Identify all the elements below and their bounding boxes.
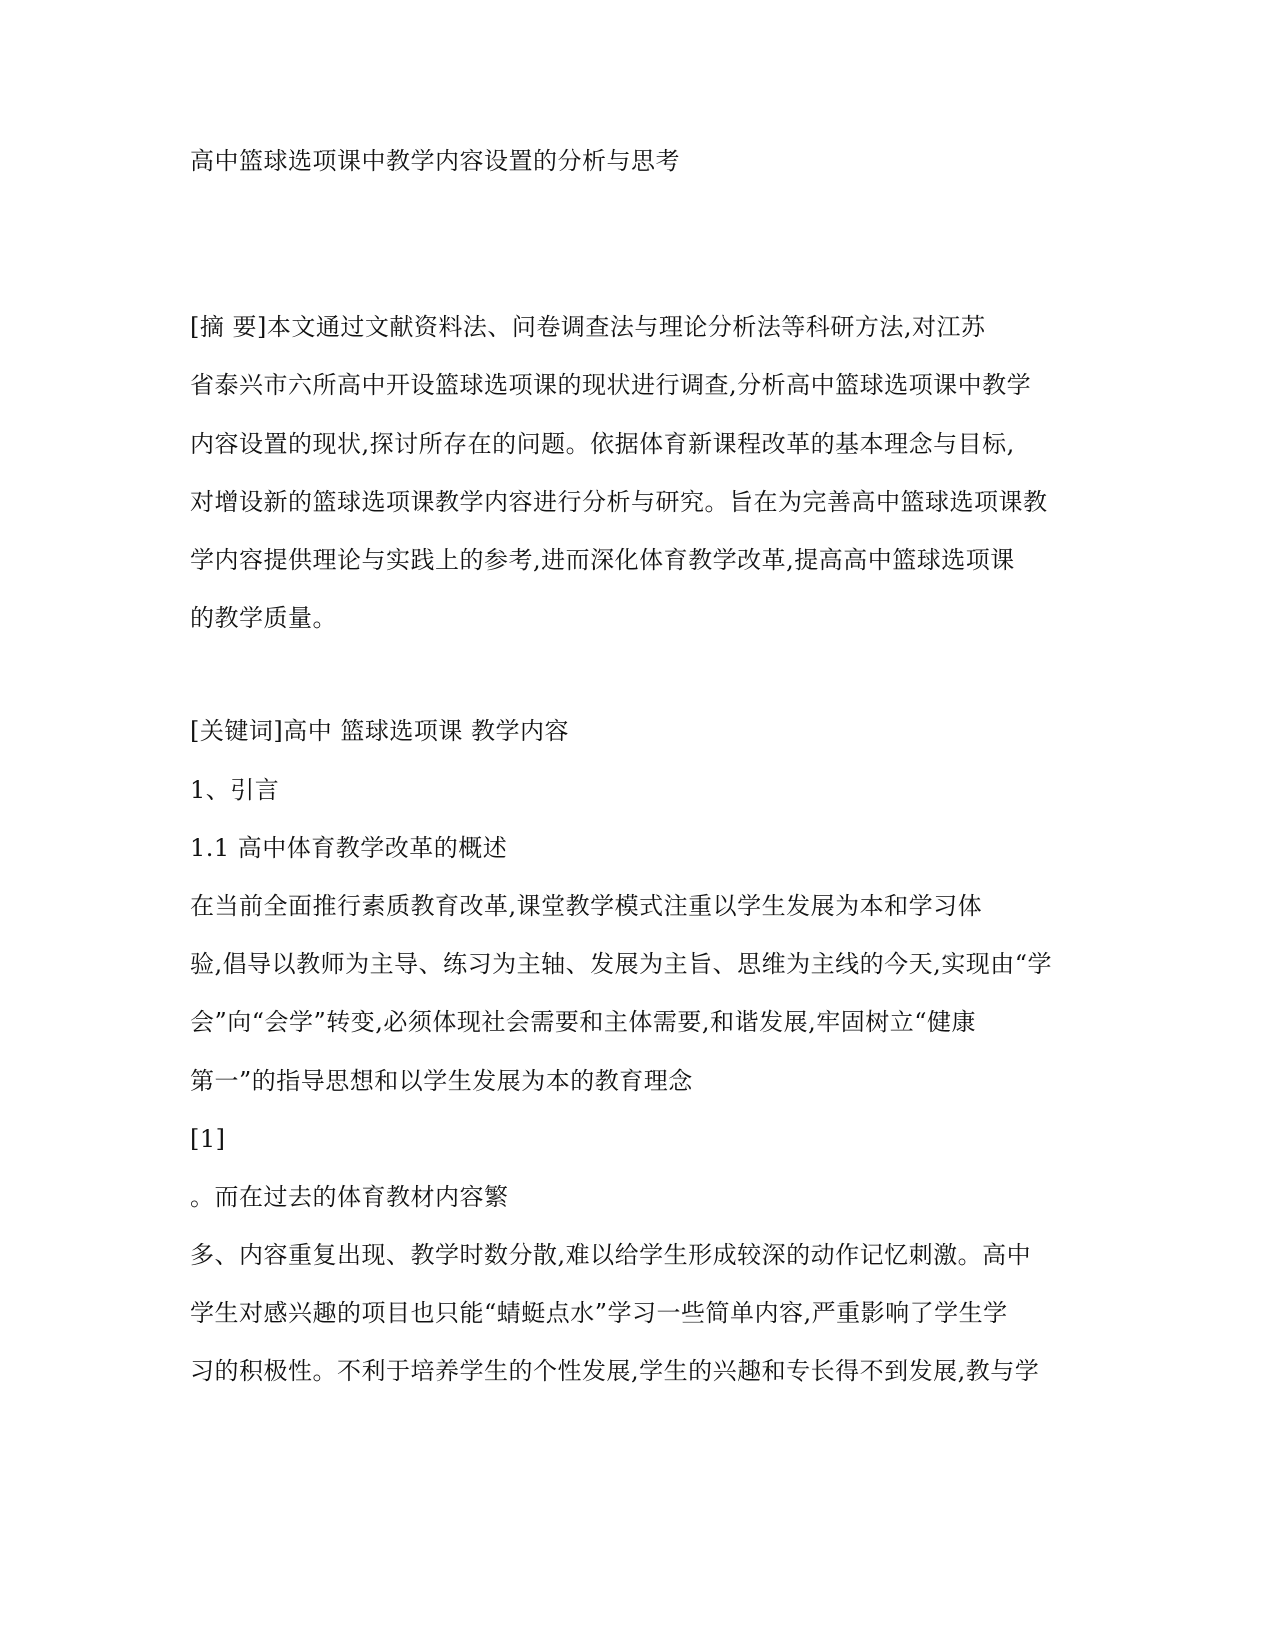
body-line: 第一”的指导思想和以学生发展为本的教育理念 (190, 1067, 693, 1095)
section-heading: 1、引言 (190, 776, 280, 804)
body-line: 会”向“会学”转变,必须体现社会需要和主体需要,和谐发展,牢固树立“健康 (190, 1008, 976, 1036)
keywords: [关键词]高中 篮球选项课 教学内容 (190, 717, 569, 745)
body-line: 多、内容重复出现、教学时数分散,难以给学生形成较深的动作记忆刺激。高中 (190, 1241, 1032, 1269)
abstract-line: 学内容提供理论与实践上的参考,进而深化体育教学改革,提高高中篮球选项课 (190, 546, 1015, 574)
body-line: 习的积极性。不利于培养学生的个性发展,学生的兴趣和专长得不到发展,教与学 (190, 1357, 1040, 1385)
abstract-line: 内容设置的现状,探讨所存在的问题。依据体育新课程改革的基本理念与目标, (190, 430, 1015, 458)
abstract-line: 对增设新的篮球选项课教学内容进行分析与研究。旨在为完善高中篮球选项课教 (190, 488, 1048, 516)
body-line: 验,倡导以教师为主导、练习为主轴、发展为主旨、思维为主线的今天,实现由“学 (190, 950, 1053, 978)
body-line: 。而在过去的体育教材内容繁 (190, 1183, 509, 1211)
abstract-line: 省泰兴市六所高中开设篮球选项课的现状进行调查,分析高中篮球选项课中教学 (190, 371, 1032, 399)
body-line: 在当前全面推行素质教育改革,课堂教学模式注重以学生发展为本和学习体 (190, 892, 983, 920)
citation-ref: [1] (190, 1125, 226, 1153)
abstract-line: 的教学质量。 (190, 604, 337, 632)
body-line: 学生对感兴趣的项目也只能“蜻蜓点水”学习一些简单内容,严重影响了学生学 (190, 1299, 1008, 1327)
document-title: 高中篮球选项课中教学内容设置的分析与思考 (190, 147, 680, 175)
abstract-line: [摘 要]本文通过文献资料法、问卷调查法与理论分析法等科研方法,对江苏 (190, 313, 986, 341)
subsection-heading: 1.1 高中体育教学改革的概述 (190, 834, 508, 862)
